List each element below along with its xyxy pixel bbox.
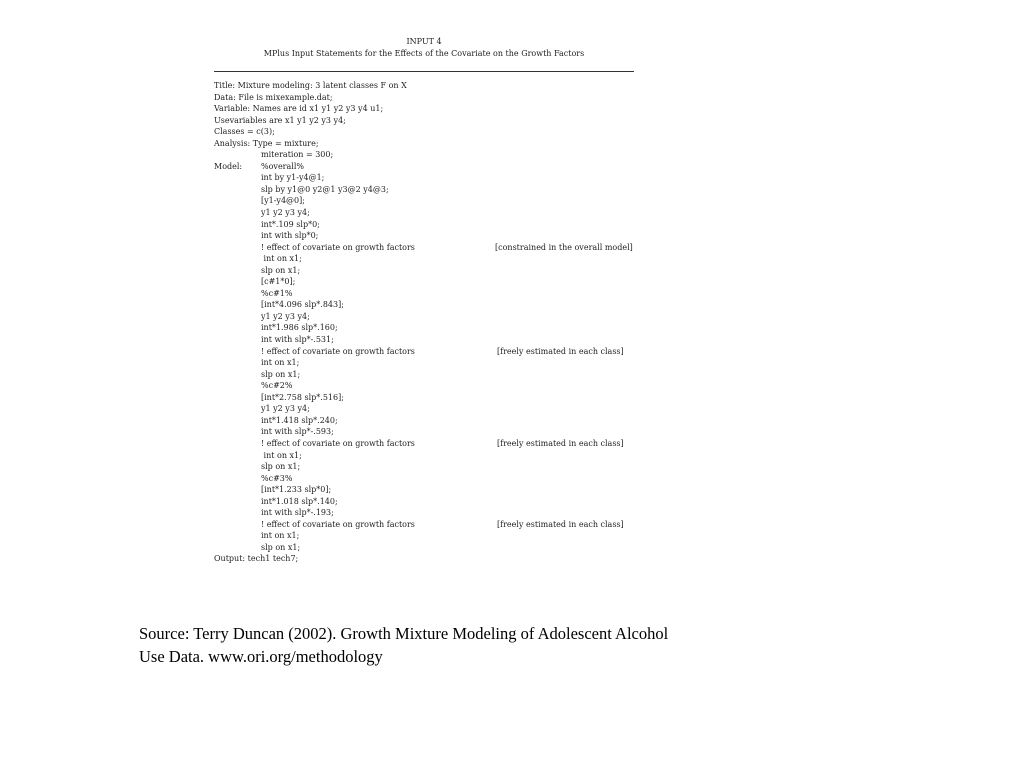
code-line — [214, 219, 634, 231]
code-line-text: int on x1; — [261, 358, 300, 368]
code-line — [214, 126, 634, 138]
code-line — [214, 207, 634, 219]
code-line-text: Analysis: Type = mixture; — [214, 138, 319, 148]
code-line-text: int with slp*-.531; — [261, 335, 334, 345]
code-line-text: slp on x1; — [261, 369, 301, 379]
code-line-text: ! effect of covariate on growth factors — [261, 519, 415, 529]
code-line-text: [y1-y4@0]; — [261, 196, 305, 206]
code-line — [214, 369, 634, 381]
code-line-text: int*.109 slp*0; — [261, 219, 320, 229]
code-line-text: int on x1; — [261, 531, 300, 541]
code-line — [214, 103, 634, 115]
code-line-text: %overall% — [261, 161, 304, 171]
code-line — [214, 357, 634, 369]
code-line-text: Output: tech1 tech7; — [214, 554, 299, 564]
code-line — [214, 149, 634, 161]
source-citation — [139, 622, 859, 668]
code-line-text: [c#1*0]; — [261, 277, 296, 287]
code-line — [214, 553, 634, 565]
code-line — [214, 346, 634, 358]
code-line-text: int*1.418 slp*.240; — [261, 415, 338, 425]
code-line — [214, 438, 634, 450]
code-line-text: y1 y2 y3 y4; — [261, 404, 310, 414]
code-line — [214, 450, 634, 462]
code-line — [214, 403, 634, 415]
code-line — [214, 80, 634, 92]
code-line-comment: [freely estimated in each class] — [497, 438, 624, 448]
code-line-text: Classes = c(3); — [214, 127, 275, 137]
code-line — [214, 484, 634, 496]
source-line-2: Use Data. www.ori.org/methodology — [139, 647, 383, 666]
code-line — [214, 299, 634, 311]
code-line — [214, 322, 634, 334]
code-line — [214, 473, 634, 485]
code-line-text: y1 y2 y3 y4; — [261, 311, 310, 321]
code-line-comment: [constrained in the overall model] — [495, 242, 633, 252]
code-line — [214, 253, 634, 265]
code-line — [214, 415, 634, 427]
code-line-text: [int*1.233 slp*0]; — [261, 485, 332, 495]
code-line — [214, 230, 634, 242]
code-line — [214, 265, 634, 277]
code-line — [214, 115, 634, 127]
code-line — [214, 496, 634, 508]
code-line-comment: [freely estimated in each class] — [497, 519, 624, 529]
source-line-1: Source: Terry Duncan (2002). Growth Mixture Modeling of Adolescent Alcohol — [139, 624, 669, 643]
code-line-text: int by y1-y4@1; — [261, 173, 325, 183]
code-line — [214, 242, 634, 254]
code-line-comment: [freely estimated in each class] — [497, 346, 624, 356]
code-line — [214, 519, 634, 531]
code-line-text: %c#2% — [261, 381, 293, 391]
code-line-text: int*1.018 slp*.140; — [261, 496, 338, 506]
code-line-text: Data: File is mixexample.dat; — [214, 92, 333, 102]
code-line-text: int with slp*-.593; — [261, 427, 334, 437]
code-line-text: [int*2.758 slp*.516]; — [261, 392, 344, 402]
code-line — [214, 172, 634, 184]
code-line-text: slp on x1; — [261, 542, 301, 552]
document-subheading: MPlus Input Statements for the Effects of the Covariate on the Growth Factors — [263, 49, 585, 58]
code-line-text: slp on x1; — [261, 462, 301, 472]
code-line — [214, 380, 634, 392]
code-line — [214, 334, 634, 346]
code-line-text: %c#3% — [261, 473, 293, 483]
code-line-text: ! effect of covariate on growth factors — [261, 346, 415, 356]
heading-divider — [214, 71, 634, 72]
code-line — [214, 138, 634, 150]
code-line-text: Variable: Names are id x1 y1 y2 y3 y4 u1; — [214, 104, 384, 114]
code-line-text: miteration = 300; — [261, 150, 334, 160]
code-line-text: int with slp*-.193; — [261, 508, 334, 518]
code-line — [214, 184, 634, 196]
scanned-input-document — [214, 36, 634, 565]
code-line-label: Model: — [214, 161, 243, 171]
code-line-text: y1 y2 y3 y4; — [261, 208, 310, 218]
code-line-text: [int*4.096 slp*.843]; — [261, 300, 344, 310]
code-line — [214, 461, 634, 473]
code-line — [214, 392, 634, 404]
code-line — [214, 288, 634, 300]
code-line-text: slp by y1@0 y2@1 y3@2 y4@3; — [261, 184, 389, 194]
code-line-text: Usevariables are x1 y1 y2 y3 y4; — [214, 115, 346, 125]
code-line — [214, 507, 634, 519]
code-line-text: %c#1% — [261, 288, 293, 298]
code-line-text: slp on x1; — [261, 265, 301, 275]
code-line-text: Title: Mixture modeling: 3 latent classes F on X — [214, 81, 407, 90]
code-line-text: int on x1; — [261, 450, 302, 460]
code-line-text: int on x1; — [261, 254, 302, 264]
code-line-text: int with slp*0; — [261, 231, 319, 241]
document-heading: INPUT 4 — [406, 37, 442, 46]
code-line — [214, 311, 634, 323]
code-line-text: ! effect of covariate on growth factors — [261, 438, 415, 448]
code-line — [214, 92, 634, 104]
code-line — [214, 426, 634, 438]
code-line-text: int*1.986 slp*.160; — [261, 323, 338, 333]
code-line — [214, 195, 634, 207]
code-line — [214, 161, 634, 173]
code-line — [214, 542, 634, 554]
code-line — [214, 530, 634, 542]
mplus-code-listing — [214, 80, 634, 565]
code-line — [214, 276, 634, 288]
code-line-text: ! effect of covariate on growth factors — [261, 242, 415, 252]
